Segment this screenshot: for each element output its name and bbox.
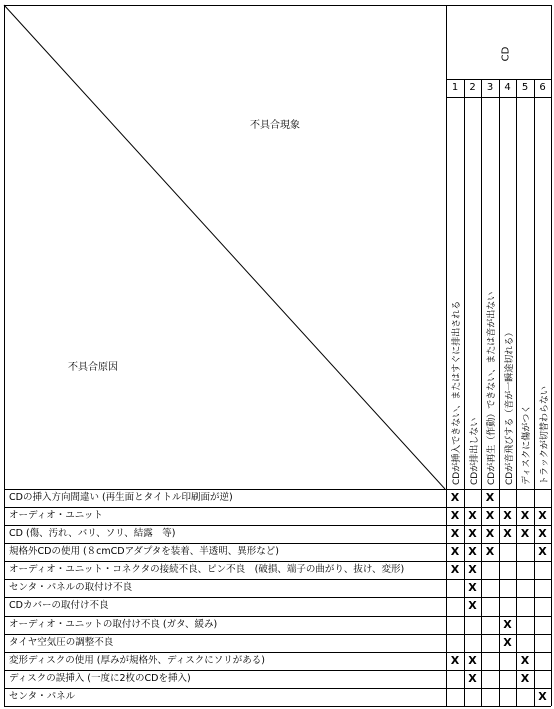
x-mark: X: [485, 527, 495, 541]
column-label: CDが音飛びする（音が一瞬途切れる）: [504, 327, 515, 485]
cause-text: ディスクの誤挿入 (一度に2枚のCDを挿入): [9, 672, 191, 684]
cause-text: CDの挿入方向間違い (再生面とタイトル印刷面が逆): [9, 492, 233, 503]
grid-line: [4, 507, 551, 508]
cause-text: センタ・パネル: [9, 690, 76, 702]
grid-line: [4, 489, 551, 490]
x-mark: X: [468, 509, 477, 523]
grid-line: [4, 525, 551, 526]
group-header: CD: [500, 46, 512, 62]
cause-text: タイヤ空気圧の調整不良: [9, 636, 114, 648]
grid-line: [4, 670, 551, 671]
x-mark: X: [468, 599, 477, 613]
x-mark: X: [468, 563, 477, 577]
x-mark: X: [450, 509, 460, 523]
column-label: CDが挿入できない、またはすぐに排出される: [452, 300, 462, 485]
column-number: 4: [504, 82, 511, 93]
grid-line: [4, 5, 5, 706]
column-number: 2: [469, 82, 476, 93]
cause-text: オーディオ・ユニットの取付け不良 (ガタ、緩み): [9, 618, 218, 630]
x-mark: X: [485, 545, 495, 559]
symptom-label: 不具合現象: [250, 120, 300, 131]
grid-line: [4, 597, 551, 598]
column-label: CDが再生（作動）できない、または音が出ない: [487, 291, 497, 485]
grid-line: [4, 634, 551, 635]
grid-line: [446, 5, 447, 706]
column-label: CDが排出しない: [469, 417, 480, 485]
x-mark: X: [520, 527, 530, 541]
x-mark: X: [503, 527, 512, 541]
column-label: トラックが切替わらない: [539, 386, 550, 485]
grid-line: [4, 5, 551, 6]
grid-line: [4, 561, 551, 562]
cause-text: オーディオ・ユニット・コネクタの接続不良、ピン不良 (破損、端子の曲がり、抜け、変形): [9, 564, 405, 576]
column-number: 6: [539, 82, 546, 93]
cause-text: CDカバーの取付け不良: [9, 600, 109, 612]
x-mark: X: [450, 545, 460, 559]
column-number: 5: [521, 82, 529, 93]
x-mark: X: [520, 509, 530, 523]
x-mark: X: [450, 563, 460, 577]
x-mark: X: [468, 653, 477, 667]
grid-line: [4, 616, 551, 617]
grid-line: [534, 79, 535, 706]
x-mark: X: [450, 653, 460, 667]
x-mark: X: [468, 671, 477, 685]
x-mark: X: [503, 617, 512, 631]
x-mark: X: [450, 527, 460, 541]
column-label: ディスクに傷がつく: [522, 404, 532, 485]
x-mark: X: [538, 509, 547, 523]
cause-text: センタ・パネルの取付け不良: [9, 582, 133, 594]
x-mark: X: [485, 491, 495, 504]
x-mark: X: [520, 653, 530, 667]
grid-line: [481, 79, 482, 706]
x-mark: X: [538, 545, 547, 559]
x-mark: X: [468, 545, 477, 559]
x-mark: X: [485, 509, 495, 523]
x-mark: X: [468, 527, 477, 541]
grid-line: [4, 652, 551, 653]
x-mark: X: [503, 509, 512, 523]
grid-line: [499, 79, 500, 706]
grid-line: [551, 5, 552, 706]
column-number: 1: [451, 82, 459, 93]
grid-line: [4, 688, 551, 689]
cause-text: CD (傷、汚れ、バリ、ソリ、結露 等): [9, 528, 176, 540]
grid-line: [4, 706, 551, 707]
x-mark: X: [503, 635, 512, 649]
cause-text: 変形ディスクの使用 (厚みが規格外、ディスクにソリがある): [9, 654, 265, 666]
grid-line: [516, 79, 517, 706]
cause-text: オーディオ・ユニット: [9, 510, 103, 522]
grid-line: [4, 543, 551, 544]
x-mark: X: [450, 491, 460, 504]
grid-line: [4, 579, 551, 580]
column-number: 3: [486, 82, 494, 93]
cause-text: 規格外CDの使用 (８cmCDアダプタを装着、半透明、異形など): [9, 546, 279, 558]
x-mark: X: [520, 671, 530, 685]
x-mark: X: [468, 581, 477, 595]
x-mark: X: [538, 689, 547, 703]
x-mark: X: [538, 527, 547, 541]
cause-label: 不具合原因: [68, 362, 118, 373]
